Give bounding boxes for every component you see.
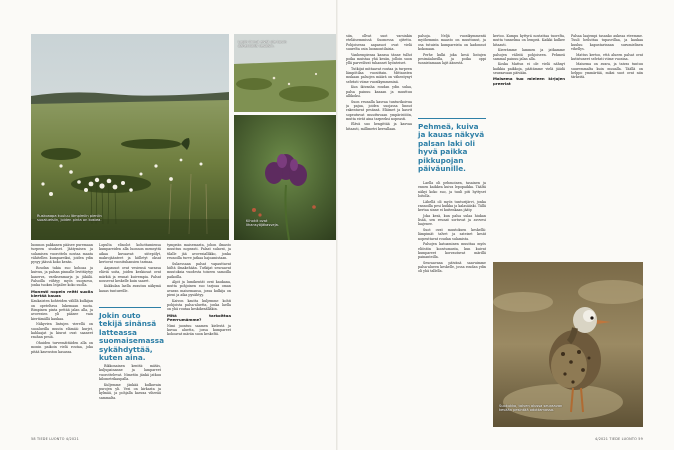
- paragraph: Suot ovat muutoksen keskellä: lämpimät talvet ja sateiset kesät nopeuttavat roudan sulamista.: [418, 228, 486, 241]
- paragraph: luonnon pakkanen pääsee puremaan turpeen sisukset. Jäätymisen ja sulamisen vuorottelu nostaa maata vähitellen kumpareiksi, joiden ydin pysyy jäässä koko kesän.: [31, 243, 93, 265]
- paragraph: Aapasuot ovat vesiensä varassa eläviä soita, joiden keskiosat ovat märkiä ja reunat kuivempia. Palsat nousevat keskelle kuin saaret.: [99, 265, 161, 283]
- text-column-1: [31, 243, 93, 427]
- paragraph: Ohuiden turvemättäiden alla on monin paikoin vielä routaa, joka pitää kasvuston kasassa.: [31, 340, 93, 354]
- paragraph: Palsojen katoaminen muuttaa myös eliöstön koostumusta, kun kuivat kumpareet korvautuvat märillä painanteilla.: [418, 242, 486, 260]
- folio-left: 58 TIEDE LUONTO 4/2021: [31, 437, 79, 441]
- paragraph: Lähellä oli myös tunturijärvi, jonka rannoilla pesi kuikka ja kalasääski. Tällä kertaa sinne ei kuitenkaan jääty.: [418, 199, 486, 213]
- paragraph: Näkyvien lintujen vierellä on suoalueilla muuta elämää: kurjet, kahlaajat ja kiurut ovat saaneet rauhan pesiä.: [31, 322, 93, 340]
- paragraph: Perhe kulki joka kesä lintujen pesimäalueilla, ja poika oppi tunnistamaan lajit äänestä.: [418, 52, 486, 66]
- pull-quote-left: Jokin outo tekijä sinänsä latteassa suomaisemassa sykähdyttää, kuten aina.: [99, 307, 161, 362]
- paragraph: Laella oli pehmoinen, tasainen ja ennen kaikkea kuiva lepopaikka. Täältä näkyi koko suo, ja tuuli piti hyttyset loitolla.: [418, 181, 486, 199]
- paragraph: Lopulta elinolot kohottamiensa kumpareiden alla luonnon mennyttä aikaa kuvaavat: siitepölyt, makrojäänteet ja hiilletyt oksat kertovat vuosituhansien tarinaa.: [99, 243, 161, 265]
- photo-tundra-birds: [234, 34, 337, 112]
- paragraph: Palsaa laajempi tasanko aukeaa eteemme. Tuuli heiluttaa tupasvillaa, ja kaukaa kuuluu kapustarinnan surumielinen vihellys.: [571, 34, 643, 52]
- text-column-6b: [418, 181, 486, 427]
- text-column-4: [234, 243, 322, 427]
- caption-left: Ruskoaapa kuuluu lämpimiin pieniin suoalueisiin, joiden pinta on kostea.: [37, 214, 102, 223]
- photo-flower-closeup: [234, 115, 337, 240]
- paragraph: Roudan takia suo kohoaa ja kuivuu, ja palsan pinnalle levittäytyy kanerva, variksenmarja ja jäkälä. Palsoilla viihtyy myös suopursu, jonka tuoksu leijailee koko suolla.: [31, 265, 93, 288]
- text-column-7: [493, 34, 643, 259]
- paragraph: Alpit ja lumikentät ovat kaukana, mutta pohjoinen suo tarjoaa oman avaran maisemansa, jossa kulkija on pieni ja aika pysähtyy.: [167, 280, 231, 298]
- paragraph: Kierrämme lammen ja jatkamme palsojen välistä pohjoiseen. Pehmeä sammal painuu jalan alla.: [493, 48, 565, 61]
- caption-middle-bottom: Kihokit ovat lihansyöjäkasveja.: [246, 219, 279, 228]
- paragraph: Kaukaisten kohteiden välillä kulkijan on opeteltava lukemaan suota. Rimpinen pinta pettää jalan alla, ja avovesien yli pääsee vain kiertämällä kaukaa.: [31, 299, 93, 321]
- paragraph: Maisema on avara, ja taivas tuntuu suuremmalta kuin muualla. Täällä on helppo ymmärtää, miksi suot ovat niin tärkeitä.: [571, 62, 643, 80]
- paragraph: Koska Mattus ei ole vielä nähnyt kaikkia paikkoja, päätämme vielä jäädä seuraavaan päivään.: [493, 62, 565, 76]
- paragraph: Kun ikivanha roudan ydin sulaa, palsa painuu kasaan ja muuttuu allikoksi.: [346, 85, 412, 99]
- paragraph: Nimi juontuu saamen kielestä ja kuvaa aluetta, jossa kumpareet kohoavat märän suon keskeltä.: [167, 323, 231, 337]
- caption-bird: Suokukko, talven alussa seuraavan kevään pesintää odottamassa.: [499, 404, 563, 413]
- paragraph: Kukkulan laella avautuu näkymä kauas tuntureille.: [99, 284, 161, 293]
- pull-quote-right: Pehmeä, kuiva ja kauas näkyvä palsan laki oli hyvä paikka pikkupojan päiväunille.: [418, 118, 486, 173]
- paragraph: Suon reunalla kasvaa tunturikoivua ja pajua, joiden suojassa linnut rakentavat pesänsä. Eläimet ja kasvit sopeutuvat muuttuvaan ympäristöön, mutta eivät aina tarpeeksi nopeasti.: [346, 99, 412, 121]
- paragraph: kertoo. Kumpu kyttyrä nostattaa tuorelta, mutta tunnelma on lempeä. Kaikki kulkee hitaasti.: [493, 34, 565, 47]
- paragraph: Tutkijat mittaavat routaa ja turpeen lämpötilaa vuosittain. Mittausten mukaan palsojen määrä on vähentynyt selvästi viime vuosikymmeninä.: [346, 66, 412, 84]
- folio-right: 4/2021 TIEDE LUONTO 59: [595, 437, 643, 441]
- paragraph: Rikkonainen kenttä: mätäs, kuljupainanne ja lampareet vuorottelevat. Nimetön jänkä jatkuu kilometrikaupalla.: [99, 364, 161, 382]
- paragraph: Kaivon kautta kuljemme kohti pohjoista palsa-aluetta, jonka laella on yhä routaa keskikesälläkin.: [167, 298, 231, 312]
- text-column-2b: [99, 364, 161, 427]
- paragraph: siin, ollvat suot varsinkin eteläisemmissä Suomessa ojitettu. Pohjoisessa aapasuot ovat vielä suurelta osin luonnontilaisia.: [346, 34, 412, 52]
- text-column-5: [346, 34, 412, 427]
- paragraph: Elävä suo hengittää ja kasvaa hitaasti, millimetri kerrallaan.: [346, 122, 412, 131]
- photo-bird: [493, 262, 643, 427]
- paragraph: Seuraavana päivänä saavuimme palsa-alueen keskelle, jossa roudan ydin oli yhä tallella.: [418, 260, 486, 274]
- subheading: Monesti nopein reitti suolla kiertää kauas: [31, 288, 93, 299]
- paragraph: Joka kesä, kun palsa sulaa hiukan lisää, sen reunat sortuvat ja avovesi laajenee.: [418, 213, 486, 227]
- paragraph: Vanhempiensa kanssa tänne tullut poika muistaa yhä kesän, jolloin suon yllä parveilivat tuhannet hyönteiset.: [346, 52, 412, 66]
- paragraph: Sulaessaan palsat vapauttavat hiiltä ilmakehään. Tutkijat seuraavat muutoksia vuodesta toiseen samoilla paikoilla.: [167, 261, 231, 279]
- bird-image: [493, 262, 643, 427]
- paragraph: Mattus kertoo, että alueen palsat ovat kutistuneet selvästi viime vuosina.: [571, 52, 643, 61]
- caption-middle-top: Lapin linnut eivät ole kovin äänekkäitä kesäisin.: [238, 40, 287, 49]
- subheading: Maisema tuo mieleen kirjojen preeriat: [493, 76, 565, 86]
- paragraph: Kuljemme jänkää kulkuvain purojen yli. Vesi on kirkasta ja kylmää, ja pohjalla kasvaa vihreää sammalta.: [99, 382, 161, 400]
- photo-bog-landscape: [31, 34, 229, 240]
- gutter: [336, 0, 338, 450]
- paragraph: palsoja. Neljä vuosikymmentä myöhemmin maasto on muuttunut, ja osa tutuista kumpareista on kadonnut kokonaan.: [418, 34, 486, 52]
- paragraph: tympeän maisemasta, johon ilmasto muuttuu nopeasti. Palsat sulavat, ja tilalle jää avovesiallikko, jonka reunoilla turve jatkaa hajoamistaan.: [167, 243, 231, 261]
- subheading: Mitä tarkoittaa Peerrumämme?: [167, 312, 231, 323]
- bog-landscape-image: [31, 34, 229, 240]
- text-column-3: [167, 243, 231, 427]
